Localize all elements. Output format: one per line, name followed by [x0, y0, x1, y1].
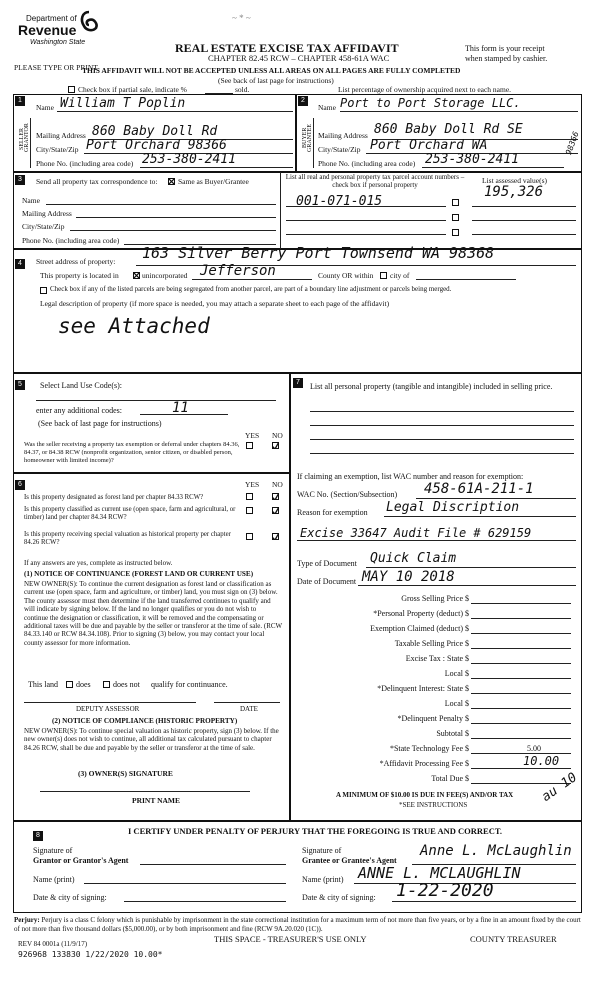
section-4-number: 4 [15, 259, 25, 269]
section-6-number: 6 [15, 480, 25, 490]
reason-line-1 [384, 516, 576, 517]
corr-city-label: City/State/Zip [22, 222, 65, 231]
fee-value-technology: 5.00 [527, 744, 541, 753]
reason-line-2 [297, 540, 576, 541]
exemption-no-checkbox[interactable] [272, 442, 279, 449]
doc-date: MAY 10 2018 [362, 569, 455, 585]
parcel-line-3 [286, 234, 446, 235]
buyer-city: Port Orchard WA [370, 138, 488, 153]
fee-line-penalty [471, 723, 571, 724]
current-use-yes-checkbox[interactable] [246, 507, 253, 514]
owner-signature-line [40, 791, 250, 792]
buyer-name-label: Name [318, 103, 336, 112]
parcel-list-header: List all real and personal property tax parcel account numbers – check box if personal property [285, 173, 465, 189]
does-label: does [76, 680, 91, 689]
buyer-mailing-label: Mailing Address [318, 131, 368, 140]
doc-type-label: Type of Document [297, 559, 357, 568]
doc-type-line [366, 567, 576, 568]
city-line [416, 279, 516, 280]
parcel-number: 001-071-015 [296, 194, 383, 209]
buyer-name-line [340, 111, 578, 112]
personal-line-3 [310, 439, 574, 440]
fee-line-personal [471, 618, 571, 619]
owner-signature-label: (3) OWNER(S) SIGNATURE [78, 769, 173, 778]
does-checkbox[interactable] [66, 681, 73, 688]
corr-name-label: Name [22, 196, 40, 205]
dor-logo-icon [78, 10, 100, 36]
parcel-line-2 [286, 220, 446, 221]
fee-line-excise-local [471, 678, 571, 679]
buyer-phone-label: Phone No. (including area code) [318, 159, 416, 168]
treasurer-space: THIS SPACE - TREASURER'S USE ONLY [214, 934, 367, 944]
section6-yes: YES [245, 480, 260, 489]
grantor-date-label: Date & city of signing: [33, 893, 107, 902]
header-see-back: (See back of last page for instructions) [218, 76, 334, 85]
section-1-number: 1 [15, 96, 25, 106]
current-use-no-checkbox[interactable] [272, 507, 279, 514]
doc-type: Quick Claim [370, 551, 457, 566]
land-use-select-line [36, 400, 276, 401]
fee-label-penalty: *Delinquent Penalty $ [397, 714, 469, 723]
parcel-line-1 [286, 206, 446, 207]
land-use-select-label: Select Land Use Code(s): [40, 381, 122, 390]
fee-label-interest-state: *Delinquent Interest: State $ [377, 684, 469, 693]
seller-side-label1: SELLER [19, 128, 25, 150]
seller-city: Port Orchard 98366 [86, 138, 227, 153]
seller-phone: 253-380-2411 [142, 152, 236, 167]
grantor-sig-line [140, 864, 286, 865]
assessed-header: List assessed value(s) [482, 176, 547, 185]
see-instructions: *SEE INSTRUCTIONS [399, 801, 468, 809]
personal-property-checkbox-2[interactable] [452, 214, 459, 221]
grantee-date-label: Date & city of signing: [302, 893, 376, 902]
seller-mailing-label: Mailing Address [36, 131, 86, 140]
corr-city-line [70, 230, 276, 231]
receipt-line1: This form is your receipt [465, 44, 545, 53]
legal-label: Legal description of property (if more space is needed, you may attach a separate sheet to each page of the affidavit) [40, 299, 390, 308]
personal-property-checkbox-1[interactable] [452, 199, 459, 206]
forest-yes-checkbox[interactable] [246, 493, 253, 500]
excise-note: Excise 33647 Audit File # 629159 [300, 526, 532, 540]
corr-mailing-line [76, 217, 276, 218]
initials: au 10 [539, 770, 580, 805]
section5-yes: YES [245, 431, 260, 440]
section5-see-back: (See back of last page for instructions) [38, 419, 162, 428]
same-as-label: Same as Buyer/Grantee [178, 177, 249, 186]
unincorporated-label: unincorporated [142, 271, 188, 280]
seller-mailing: 860 Baby Doll Rd [92, 124, 218, 139]
deputy-label: DEPUTY ASSESSOR [76, 705, 140, 713]
assessed-line-3 [472, 234, 576, 235]
county-treasurer: COUNTY TREASURER [470, 934, 557, 944]
personal-property-checkbox-3[interactable] [452, 229, 459, 236]
notice2-body: NEW OWNER(S): To continue special valuation as historic property, sign (3) below. If the new owner(s) does not wish to continue, all additional tax calculated pursuant to chapter 84.26 RCW, shall be due and payable by the seller or transferor at the time of sale. [24, 727, 279, 752]
fee-label-taxable: Taxable Selling Price $ [394, 639, 469, 648]
personal-line-2 [310, 425, 574, 426]
forest-question: Is this property designated as forest land per chapter 84.33 RCW? [24, 494, 204, 501]
seller-phone-line [140, 167, 293, 168]
grantee-sig-label2: Grantee or Grantee's Agent [302, 856, 397, 865]
exemption-reason: Legal Discription [386, 500, 520, 515]
section-3-number: 3 [15, 175, 25, 185]
fee-label-personal: *Personal Property (deduct) $ [373, 609, 469, 618]
historic-question: Is this property receiving special valuation as historical property per chapter 84.26 RCW? [24, 531, 231, 546]
does-not-checkbox[interactable] [103, 681, 110, 688]
fee-label-gross: Gross Selling Price $ [401, 594, 469, 603]
perjury-notice [14, 916, 584, 934]
street-label: Street address of property: [36, 257, 116, 266]
county-name: Jefferson [200, 263, 276, 279]
historic-no-checkbox[interactable] [272, 533, 279, 540]
deputy-date-line [214, 702, 280, 703]
seller-city-label: City/State/Zip [36, 145, 79, 154]
perjury-text: Perjury is a class C felony which is punishable by imprisonment in the state correctional institution for a maximum term of not more than five years, or by a fine in an amount fixed by the court of not more than five thousand dollars ($5,000.00), or by both imprisonment and fine (RCW 9A.20.020 (1C)). [14, 916, 581, 933]
header-scribble: ~ * ~ [232, 13, 251, 23]
unincorporated-checkbox[interactable] [133, 272, 140, 279]
section-5-number: 5 [15, 380, 25, 390]
partial-sale-checkbox[interactable] [68, 86, 75, 93]
dor-logo [8, 8, 104, 58]
form-warning: THIS AFFIDAVIT WILL NOT BE ACCEPTED UNLESS ALL AREAS ON ALL PAGES ARE FULLY COMPLETED [82, 66, 461, 75]
section-7-number: 7 [293, 378, 303, 388]
personal-property-label: List all personal property (tangible and intangible) included in selling price. [310, 382, 553, 391]
buyer-side-label1: BUYER [302, 127, 308, 148]
grantee-signature: Anne L. McLaughlin [420, 843, 572, 859]
fee-label-total: Total Due $ [431, 774, 469, 783]
buyer-side-label2: GRANTEE [307, 124, 313, 152]
additional-codes-label: enter any additional codes: [36, 406, 122, 415]
fee-line-subtotal [471, 738, 571, 739]
corr-name-line [46, 204, 276, 205]
segregated-label: Check box if any of the listed parcels are being segregated from another parcel, are part of a boundary line adjustment or parcels being merged. [50, 285, 452, 293]
grantor-sig-label2: Grantor or Grantor's Agent [33, 856, 129, 865]
located-label: This property is located in [40, 271, 119, 280]
does-not-label: does not [113, 680, 140, 689]
wac-label: WAC No. (Section/Subsection) [297, 490, 398, 499]
send-label: Send all property tax correspondence to: [36, 177, 158, 186]
fee-line-interest-local [471, 708, 571, 709]
seller-side-label2: GRANTOR [24, 123, 30, 152]
if-yes-label: If any answers are yes, complete as instructed below. [24, 559, 173, 567]
segregated-checkbox[interactable] [40, 287, 47, 294]
section6-no: NO [272, 480, 283, 489]
dept-line1: Department of [26, 14, 77, 23]
exemption-claim-label: If claiming an exemption, list WAC number and reason for exemption: [297, 472, 524, 481]
grantee-date: 1-22-2020 [396, 880, 494, 901]
form-chapter: CHAPTER 82.45 RCW – CHAPTER 458-61A WAC [208, 53, 390, 63]
reason-label: Reason for exemption [297, 508, 368, 517]
rev-number: REV 84 0001a (11/9/17) [18, 940, 88, 948]
notice1-body: NEW OWNER(S): To continue the current designation as forest land or classification as current use (open space, farm and agriculture, or timber) land, you must sign on (3) below. The county assessor must then determine if the land transferred continues to qualify and will indicate by signing below. If the land no longer qualifies or you do not wish to continue the designation or classification, it will be removed and the compensating or additional taxes will be due and payable by the seller or transferor at the time of sale. (RCW 84.33.140 or RCW 84.34.108). Prior to signing (3) below, you may contact your local county assessor for more information. [24, 580, 283, 647]
seller-name-label: Name [36, 103, 54, 112]
county-line [192, 279, 312, 280]
street-address: 163 Silver Berry Port Townsend WA 98368 [142, 244, 495, 262]
fee-label-excise-state: Excise Tax : State $ [405, 654, 469, 663]
certify-statement: I CERTIFY UNDER PENALTY OF PERJURY THAT THE FOREGOING IS TRUE AND CORRECT. [128, 826, 503, 836]
minimum-due: A MINIMUM OF $10.00 IS DUE IN FEE(S) AND/OR TAX [336, 791, 514, 799]
fee-label-subtotal: Subtotal $ [436, 729, 469, 738]
assessed-line-2 [472, 220, 576, 221]
grantee-name: ANNE L. MCLAUGHLIN [358, 864, 521, 882]
grantor-date-line [124, 901, 286, 902]
fee-label-processing: *Affidavit Processing Fee $ [379, 759, 469, 768]
perjury-bold: Perjury: [14, 916, 40, 924]
legal-description: see Attached [58, 314, 210, 338]
grantor-name-line [84, 883, 286, 884]
buyer-name: Port to Port Storage LLC. [340, 96, 521, 110]
section-3-divider [280, 172, 281, 249]
doc-date-label: Date of Document [297, 577, 357, 586]
fee-label-technology: *State Technology Fee $ [389, 744, 469, 753]
section5-no: NO [272, 431, 283, 440]
same-as-buyer-checkbox[interactable] [168, 178, 175, 185]
fee-line-exemption [471, 633, 571, 634]
sold-label: sold. [235, 85, 250, 94]
qualify-label: qualify for continuance. [151, 680, 228, 689]
fee-label-excise-local: Local $ [444, 669, 469, 678]
doc-date-line [358, 585, 576, 586]
section-8-number: 8 [33, 831, 43, 841]
notice2-title: (2) NOTICE OF COMPLIANCE (HISTORIC PROPERTY) [52, 717, 238, 725]
grantor-name-label: Name (print) [33, 875, 75, 884]
buyer-phone: 253-380-2411 [425, 152, 519, 167]
buyer-zip-extra: 98366 [564, 130, 581, 157]
forest-no-checkbox[interactable] [272, 493, 279, 500]
grantee-name-label: Name (print) [302, 875, 344, 884]
assessed-value: 195,326 [484, 184, 544, 200]
additional-codes: 11 [172, 400, 189, 416]
city-of-label: city of [390, 271, 410, 280]
section-4-property [13, 249, 582, 373]
exemption-yes-checkbox[interactable] [246, 442, 253, 449]
seller-name: William T Poplin [60, 96, 186, 111]
wac-number: 458-61A-211-1 [424, 481, 534, 497]
personal-line-1 [310, 411, 574, 412]
seller-name-line [57, 111, 293, 112]
section-2-number: 2 [298, 96, 308, 106]
current-use-question: Is this property classified as current use (open space, farm and agricultural, or timber) land per chapter 84.34 RCW? [24, 506, 236, 521]
county-label: County OR within [318, 271, 374, 280]
grantor-sig-label1: Signature of [33, 846, 73, 855]
fee-line-taxable [471, 648, 571, 649]
receipt-line2: when stamped by cashier. [465, 54, 548, 63]
personal-line-4 [310, 453, 574, 454]
fee-table [297, 594, 577, 784]
fee-value-processing: 10.00 [523, 754, 560, 768]
buyer-city-label: City/State/Zip [318, 145, 361, 154]
notice1-title: (1) NOTICE OF CONTINUANCE (FOREST LAND OR CURRENT USE) [24, 570, 254, 578]
assessed-line-1 [472, 206, 576, 207]
corr-mailing-label: Mailing Address [22, 209, 72, 218]
historic-yes-checkbox[interactable] [246, 533, 253, 540]
wac-line [416, 498, 576, 499]
fee-line-excise-state [471, 663, 571, 664]
exemption-question: Was the seller receiving a property tax exemption or deferral under chapters 84.36, 84.37, or 84.38 RCW (nonprofit organization, senior citizen, or disabled person, homeowner with limited income)? [24, 441, 240, 464]
receipt-number: 926968 133830 1/22/2020 10.00* [18, 950, 163, 959]
this-land-label: This land [28, 680, 58, 689]
please-type: PLEASE TYPE OR PRINT [14, 63, 98, 72]
print-name-label: PRINT NAME [132, 796, 180, 805]
buyer-phone-line [422, 167, 564, 168]
form-title: REAL ESTATE EXCISE TAX AFFIDAVIT [175, 41, 399, 55]
corr-phone-label: Phone No. (including area code) [22, 236, 120, 245]
fee-label-exemption: Exemption Claimed (deduct) $ [370, 624, 469, 633]
fee-line-gross [471, 603, 571, 604]
city-checkbox[interactable] [380, 272, 387, 279]
partial-sale-label: Check box if partial sale, indicate % [78, 85, 187, 94]
dept-line2: Revenue [18, 22, 77, 38]
deputy-line [24, 702, 196, 703]
buyer-mailing: 860 Baby Doll Rd SE [374, 122, 523, 137]
seller-phone-label: Phone No. (including area code) [36, 159, 134, 168]
grantee-sig-label1: Signature of [302, 846, 342, 855]
dept-line3: Washington State [30, 39, 86, 46]
fee-line-interest-state [471, 693, 571, 694]
fee-line-processing [471, 768, 571, 769]
grantee-date-line [392, 901, 576, 902]
ownership-pct-label: List percentage of ownership acquired next to each name. [338, 85, 512, 94]
deputy-date-label: DATE [240, 705, 258, 713]
fee-label-interest-local: Local $ [444, 699, 469, 708]
